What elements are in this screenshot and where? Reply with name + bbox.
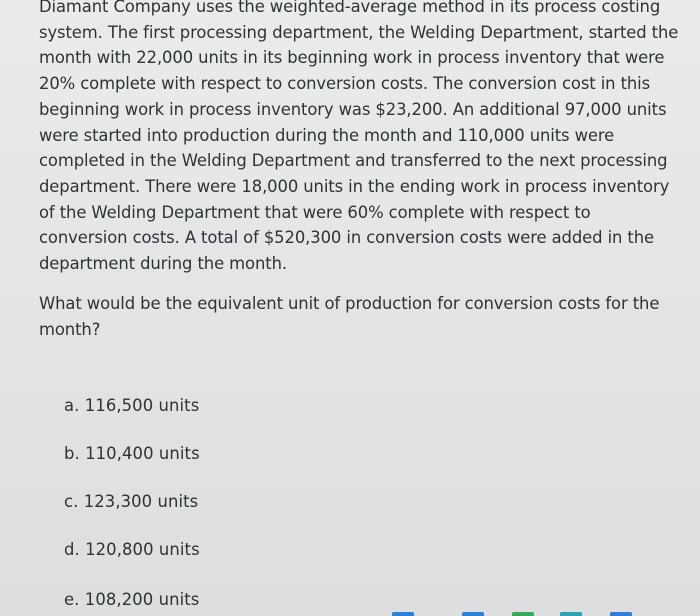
- taskbar-icon[interactable]: [512, 612, 534, 616]
- answer-choice-a[interactable]: a. 116,500 units: [64, 396, 200, 415]
- question-prompt: What would be the equivalent unit of production for conversion costs for the month?: [39, 294, 660, 339]
- taskbar-icon[interactable]: [462, 612, 484, 616]
- taskbar-icon[interactable]: [560, 612, 582, 616]
- answer-choice-d[interactable]: d. 120,800 units: [64, 540, 200, 559]
- answer-choice-c[interactable]: c. 123,300 units: [64, 492, 199, 511]
- question-text: [39, 0, 679, 277]
- taskbar-edge: [0, 612, 700, 616]
- taskbar-icon[interactable]: [610, 612, 632, 616]
- answer-choice-e[interactable]: e. 108,200 units: [64, 590, 200, 609]
- taskbar-icon[interactable]: [392, 612, 414, 616]
- question-body: Diamant Company uses the weighted-average method in its process costing system. The first processing department, the Welding Department, started the month with 22,000 units in its beginning work in process inventory that were 20% complete with respect to conversion costs. The conversion cost in this beginning work in process inventory was $23,200. An additional 97,000 units were started into production during the month and 110,000 units were completed in the Welding Department and transferred to the next processing department. There were 18,000 units in the ending work in process inventory of the Welding Department that were 60% complete with respect to conversion costs. A total of $520,300 in conversion costs were added in the department during the month.: [39, 0, 679, 274]
- answer-choice-b[interactable]: b. 110,400 units: [64, 444, 200, 463]
